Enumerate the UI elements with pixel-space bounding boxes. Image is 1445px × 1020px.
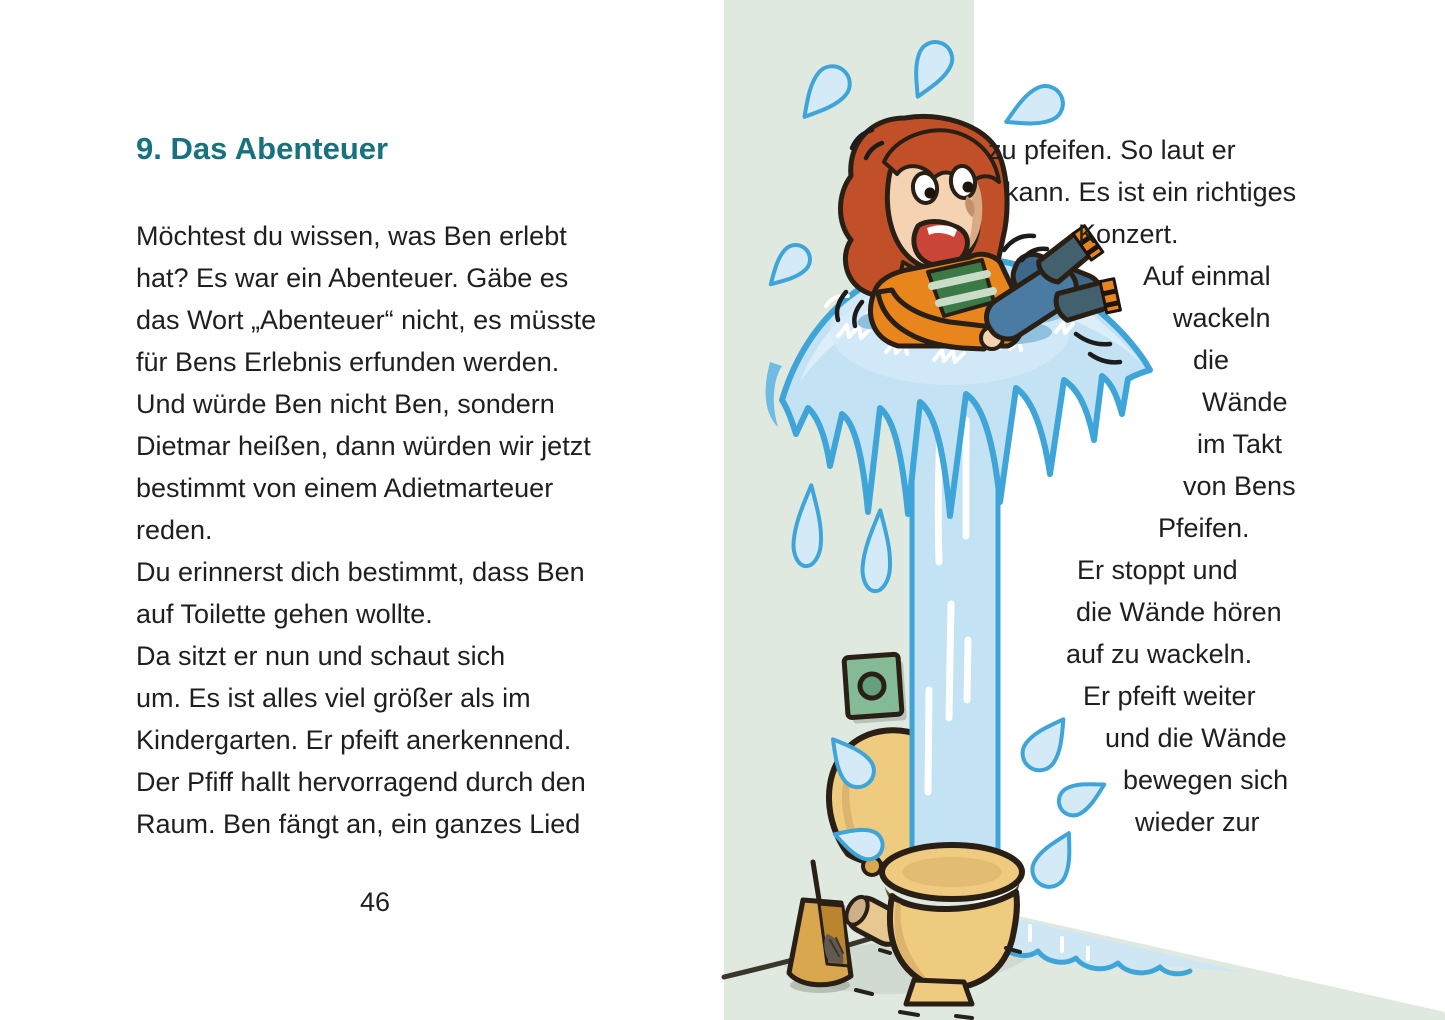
text-line: Pfeifen. bbox=[1158, 513, 1250, 543]
text-line: auf Toilette gehen wollte. bbox=[136, 599, 433, 629]
text-line: wackeln bbox=[1173, 303, 1271, 333]
chapter-title: 9. Das Abenteuer bbox=[136, 131, 389, 166]
text-line: Da sitzt er nun und schaut sich bbox=[136, 641, 506, 671]
text-line: Du erinnerst dich bestimmt, dass Ben bbox=[136, 557, 585, 587]
text-line: Auf einmal bbox=[1143, 261, 1271, 291]
text-line: Der Pfiff hallt hervorragend durch den bbox=[136, 767, 586, 797]
text-line: die Wände hören bbox=[1076, 597, 1282, 627]
text-line: Kindergarten. Er pfeift anerkennend. bbox=[136, 725, 572, 755]
text-line: Wände bbox=[1202, 387, 1288, 417]
text-line: bestimmt von einem Adietmarteuer bbox=[136, 473, 554, 503]
text-line: Dietmar heißen, dann würden wir jetzt bbox=[136, 431, 591, 461]
text-line: Er pfeift weiter bbox=[1083, 681, 1256, 711]
text-line: im Takt bbox=[1197, 429, 1283, 459]
water-droplet bbox=[1016, 710, 1077, 777]
text-line: auf zu wackeln. bbox=[1066, 639, 1253, 669]
water-droplet bbox=[1054, 772, 1111, 820]
text-line: Raum. Ben fängt an, ein ganzes Lied bbox=[136, 809, 581, 839]
text-line: reden. bbox=[136, 515, 213, 545]
text-line: die bbox=[1193, 345, 1230, 375]
text-line: bewegen sich bbox=[1123, 765, 1289, 795]
text-line: zu pfeifen. So laut er bbox=[988, 135, 1236, 165]
flush-button bbox=[844, 654, 907, 724]
text-line: von Bens bbox=[1183, 471, 1296, 501]
text-line: hat? Es war ein Abenteuer. Gäbe es bbox=[136, 263, 569, 293]
water-droplet bbox=[999, 80, 1069, 137]
text-line: das Wort „Abenteuer“ nicht, es müsste bbox=[136, 305, 597, 335]
text-line: Er stoppt und bbox=[1077, 555, 1238, 585]
page-number: 46 bbox=[359, 887, 391, 917]
text-line: kann. Es ist ein richtiges bbox=[1005, 177, 1297, 207]
chapter-paragraph bbox=[136, 215, 596, 845]
text-line: Und würde Ben nicht Ben, sondern bbox=[136, 389, 555, 419]
text-line: für Bens Erlebnis erfunden werden. bbox=[136, 347, 560, 377]
text-line: wieder zur bbox=[1135, 807, 1260, 837]
text-line: Möchtest du wissen, was Ben erlebt bbox=[136, 221, 567, 251]
text-line: und die Wände bbox=[1105, 723, 1287, 753]
text-line: um. Es ist alles viel größer als im bbox=[136, 683, 531, 713]
water-droplet bbox=[1026, 825, 1083, 893]
text-line: Konzert. bbox=[1078, 219, 1179, 249]
